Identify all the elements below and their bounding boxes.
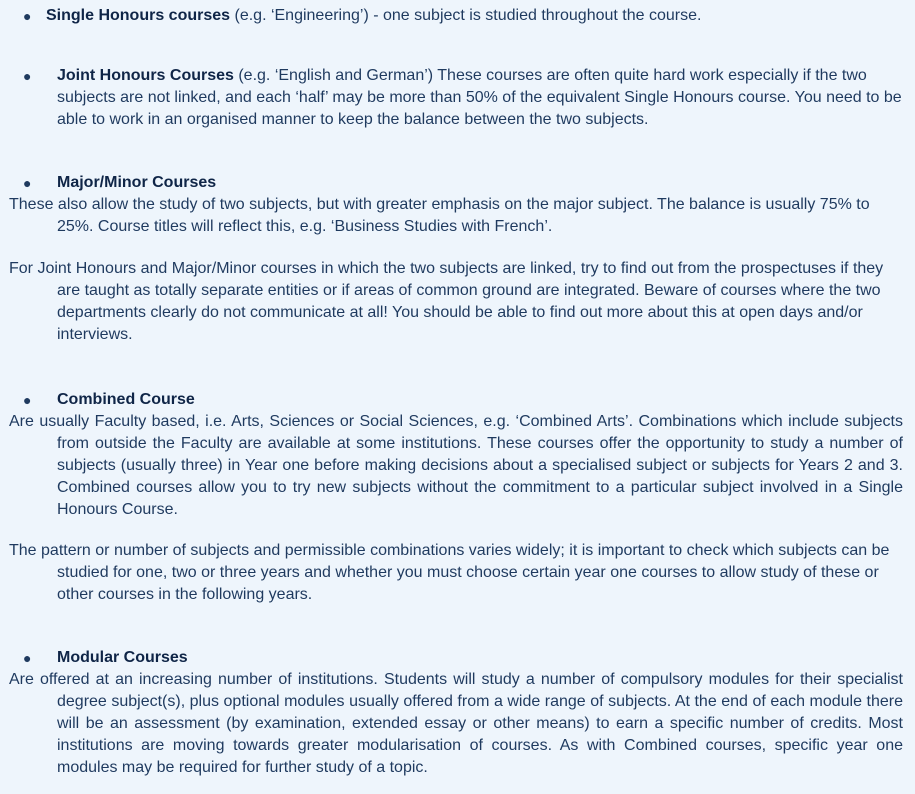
combined-course-text: Are usually Faculty based, i.e. Arts, Sciences or Social Sciences, e.g. ‘Combined Arts’. Combinations which include subjects from outside the Faculty are available at some institutions. These courses offer the opportunity to study a number of subjects (usually three) in Year one before making decisions about a specialised subject or subjects for Years 2 and 3. Combined courses allow you to try new subjects without the commitment to a particular subject involved in a Single Honours Course. (9, 413, 903, 518)
bullet-icon: ● (23, 175, 32, 191)
major-minor-text: These also allow the study of two subjects, but with greater emphasis on the major subject. The balance is usually 75% to 25%. Course titles will reflect this, e.g. ‘Business Studies with French’. (9, 196, 870, 235)
combinations-paragraph: The pattern or number of subjects and permissible combinations varies widely; it is important to check which subjects can be studied for one, two or three years and whether you must choose certain year one courses to allow study of these or other courses in the following years. (9, 542, 890, 603)
linked-subjects-paragraph: For Joint Honours and Major/Minor courses in which the two subjects are linked, try to find out from the prospectuses if they are taught as totally separate entities or if areas of common ground are integrated. Beware of courses where the two departments clearly do not communicate at all! You should be able to find out more about this at open days and/or interviews. (9, 260, 884, 343)
combined-course-heading: Combined Course (57, 391, 195, 408)
joint-honours-text: (e.g. ‘English and German’) These courses are often quite hard work especially if the two subjects are not linked, and each ‘half’ may be more than 50% of the equivalent Single Honours course. You need to be able to work in an organised manner to keep the balance between the two subjects. (57, 67, 902, 128)
bullet-icon: ● (23, 68, 32, 84)
major-minor-heading: Major/Minor Courses (57, 174, 217, 191)
single-honours-text: (e.g. ‘Engineering’) - one subject is studied throughout the course. (230, 7, 702, 24)
bullet-icon: ● (23, 8, 32, 24)
bullet-icon: ● (23, 650, 32, 666)
joint-honours-heading: Joint Honours Courses (57, 67, 234, 84)
modular-courses-heading: Modular Courses (57, 649, 188, 666)
single-honours-heading: Single Honours courses (46, 7, 231, 24)
modular-courses-text: Are offered at an increasing number of institutions. Students will study a number of compulsory modules for their specialist degree subject(s), plus optional modules usually offered from a wide range of subjects. At the end of each module there will be an assessment (by examination, extended essay or other means) to earn a specific number of credits. Most institutions are moving towards greater modularisation of courses. As with Combined courses, specific year one modules may be required for further study of a topic. (9, 671, 903, 776)
bullet-icon: ● (23, 392, 32, 408)
